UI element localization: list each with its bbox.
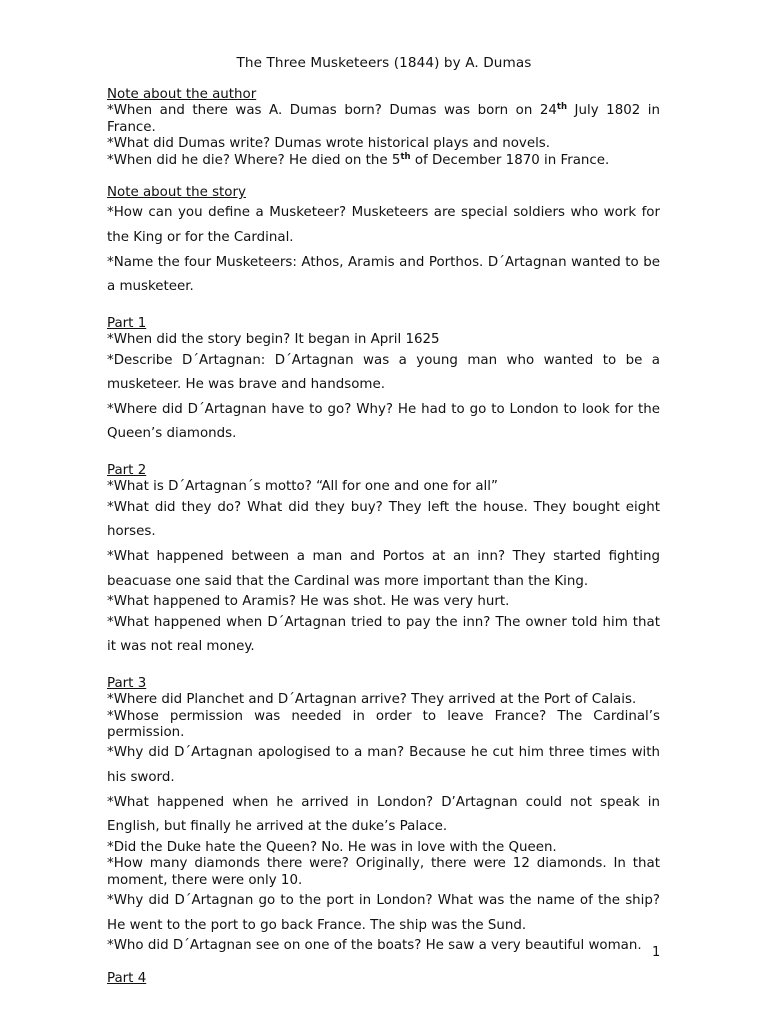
paragraph-text: *Why did D´Artagnan go to the port in London? What was the name of the ship? He went to the port to go back France. The ship was the Sund.: [107, 893, 660, 933]
question-answer: [107, 545, 660, 594]
paragraph-text: *How many diamonds there were? Originally, there were 12 diamonds. In that moment, there were only 10.: [107, 856, 660, 888]
question-answer: [107, 709, 660, 742]
paragraph-text: *What did Dumas write? Dumas wrote historical plays and novels.: [107, 136, 551, 152]
paragraph-text: of December 1870 in France.: [410, 152, 610, 168]
question-answer: [107, 136, 660, 152]
question-answer: [107, 594, 660, 610]
paragraph-text: *What happened when D´Artagnan tried to pay the inn? The owner told him that it was not real money.: [107, 614, 660, 655]
section: [107, 185, 660, 300]
paragraph-text: *When and there was A. Dumas born? Dumas was born on 24: [107, 103, 557, 119]
question-answer: [107, 398, 660, 447]
ordinal-suffix: th: [556, 102, 568, 113]
question-answer: [107, 332, 660, 348]
paragraph-text: *Did the Duke hate the Queen? No. He was in love with the Queen.: [107, 839, 557, 855]
paragraph-text: *Where did D´Artagnan have to go? Why? He had to go to London to look for the Queen’s diamonds.: [107, 401, 660, 442]
question-answer: [107, 889, 660, 938]
section-heading: Part 3: [107, 675, 147, 691]
paragraph-text: *Who did D´Artagnan see on one of the boats? He saw a very beautiful woman.: [107, 938, 642, 954]
paragraph-text: *How can you define a Musketeer? Musketeers are special soldiers who work for the King or for the Cardinal.: [107, 205, 660, 246]
section-heading: Note about the author: [107, 87, 257, 102]
page-number: 1: [652, 945, 661, 960]
paragraph-text: *What happened when he arrived in London? D’Artagnan could not speak in English, but finally he arrived at the duke’s Palace.: [107, 794, 660, 835]
paragraph-text: *When did he die? Where? He died on the 5: [107, 152, 401, 168]
question-answer: [107, 153, 660, 169]
ordinal-suffix: th: [400, 151, 411, 162]
question-answer: [107, 251, 660, 300]
question-answer: [107, 349, 660, 398]
section-heading: Part 1: [107, 315, 147, 331]
paragraph-text: *Where did Planchet and D´Artagnan arrive? They arrived at the Port of Calais.: [107, 692, 637, 708]
question-answer: [107, 741, 660, 790]
paragraph-text: *What did they do? What did they buy? They left the house. They bought eight horses.: [107, 499, 660, 540]
section-heading: Note about the story: [107, 185, 246, 201]
section: [107, 87, 660, 169]
section: [107, 971, 660, 987]
section: [107, 463, 660, 660]
section: [107, 676, 660, 955]
question-answer: [107, 692, 660, 708]
paragraph-text: *When did the story begin? It began in April 1625: [107, 332, 440, 348]
question-answer: [107, 791, 660, 840]
paragraph-text: *Why did D´Artagnan apologised to a man? Because he cut him three times with his sword.: [107, 745, 660, 785]
question-answer: [107, 611, 660, 660]
question-answer: [107, 201, 660, 250]
section: [107, 316, 660, 447]
question-answer: [107, 938, 660, 954]
question-answer: [107, 496, 660, 545]
paragraph-text: *What is D´Artagnan´s motto? “All for one and one for all”: [107, 479, 498, 495]
question-answer: [107, 103, 660, 136]
section-heading: Part 2: [107, 463, 147, 478]
document-title: The Three Musketeers (1844) by A. Dumas: [236, 55, 532, 71]
paragraph-text: *What happened between a man and Portos at an inn? They started fighting beacuase one said that the Cardinal was more important than the King.: [107, 549, 660, 589]
paragraph-text: *Whose permission was needed in order to leave France? The Cardinal’s permission.: [107, 708, 660, 740]
document-body: [107, 87, 660, 1003]
question-answer: [107, 479, 660, 495]
question-answer: [107, 856, 660, 889]
question-answer: [107, 840, 660, 856]
paragraph-text: July 1802 in France.: [107, 103, 660, 135]
paragraph-text: *Name the four Musketeers: Athos, Aramis and Porthos. D´Artagnan wanted to be a musketeer.: [107, 254, 660, 295]
paragraph-text: *What happened to Aramis? He was shot. He was very hurt.: [107, 594, 510, 610]
section-heading: Part 4: [107, 970, 147, 986]
paragraph-text: *Describe D´Artagnan: D´Artagnan was a young man who wanted to be a musketeer. He was brave and handsome.: [107, 352, 660, 393]
